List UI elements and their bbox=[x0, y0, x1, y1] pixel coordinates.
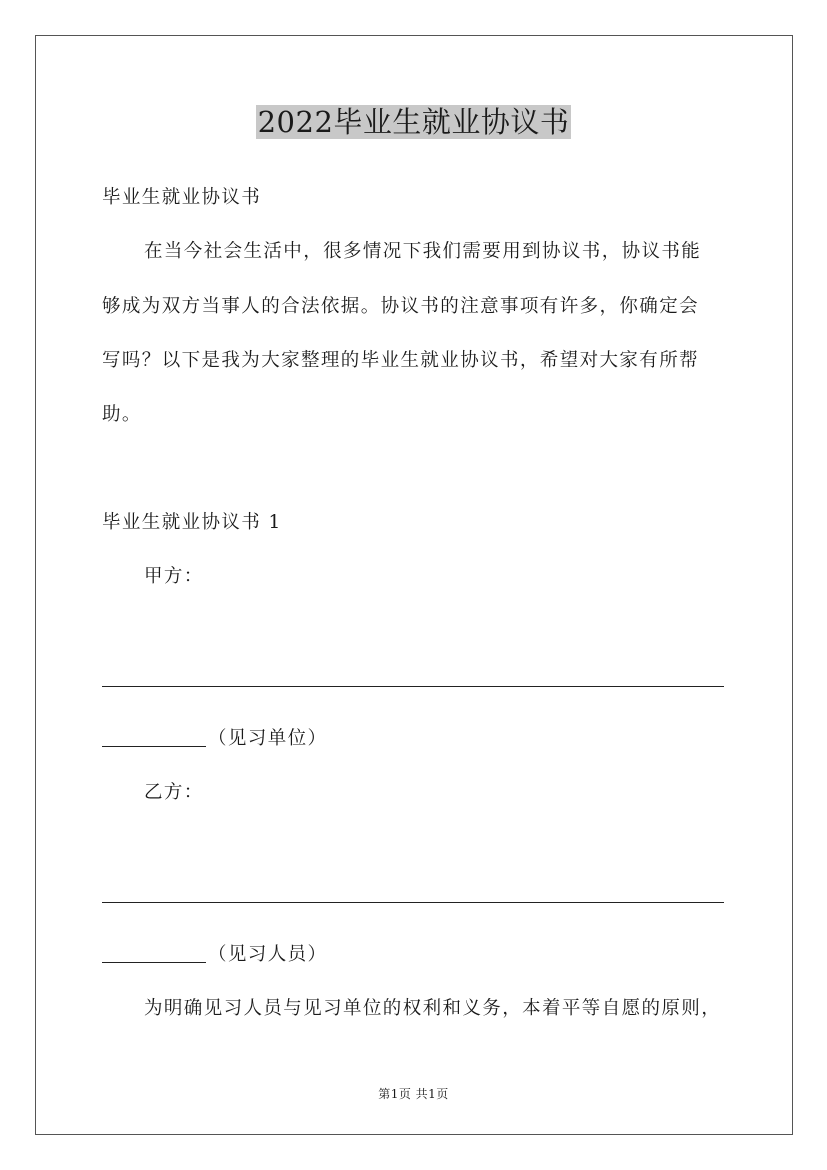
party-a-role: （见习单位） bbox=[208, 728, 328, 749]
party-b-label: 乙方： bbox=[144, 782, 204, 803]
heading: 毕业生就业协议书 bbox=[102, 187, 262, 208]
page-footer: 第1页 共1页 bbox=[378, 1087, 449, 1101]
party-b-role: （见习人员） bbox=[208, 944, 328, 965]
document-title-text: 2022毕业生就业协议书 bbox=[257, 105, 570, 139]
party-a-fill-line bbox=[102, 686, 724, 687]
intro-line-1: 在当今社会生活中，很多情况下我们需要用到协议书，协议书能 bbox=[144, 241, 702, 262]
body-line: 为明确见习人员与见习单位的权利和义务，本着平等自愿的原则， bbox=[144, 998, 722, 1019]
intro-line-3: 写吗？以下是我为大家整理的毕业生就业协议书，希望对大家有所帮 bbox=[102, 350, 700, 371]
intro-line-4: 助。 bbox=[102, 404, 142, 425]
section-title: 毕业生就业协议书 1 bbox=[102, 512, 282, 533]
intro-line-2: 够成为双方当事人的合法依据。协议书的注意事项有许多，你确定会 bbox=[102, 296, 700, 317]
party-b-fill-line bbox=[102, 902, 724, 903]
document-title bbox=[0, 100, 827, 141]
party-a-blank bbox=[102, 728, 206, 747]
party-a-role-row bbox=[102, 724, 327, 750]
party-b-role-row bbox=[102, 940, 327, 966]
party-b-blank bbox=[102, 944, 206, 963]
party-a-label: 甲方： bbox=[144, 566, 204, 587]
